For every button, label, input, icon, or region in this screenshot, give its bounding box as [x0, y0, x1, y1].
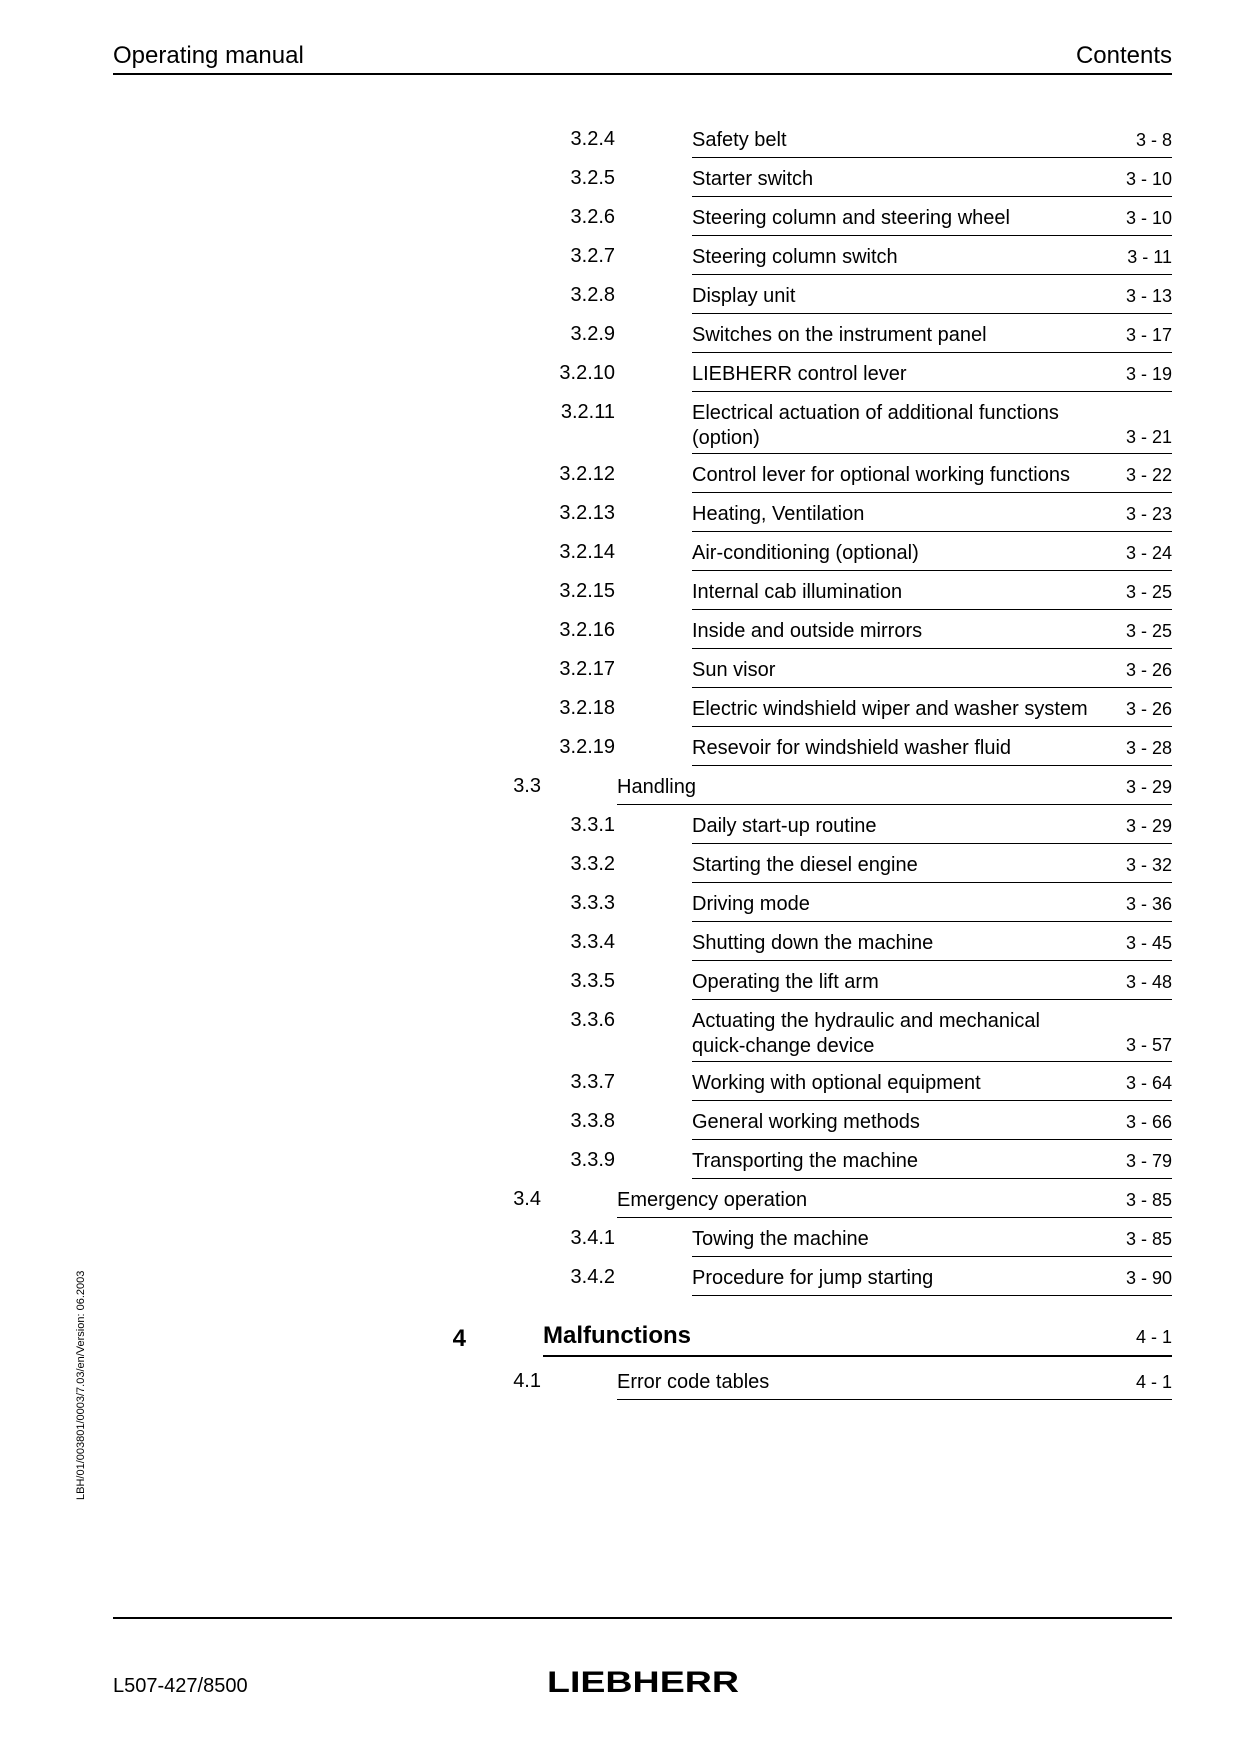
- toc-entry-page: 3 - 11: [1127, 247, 1172, 267]
- toc-entry-underline: [692, 570, 1172, 571]
- toc-entry[interactable]: [0, 658, 1172, 698]
- toc-entry-underline: [692, 882, 1172, 883]
- toc-entry-title: Daily start-up routine: [692, 815, 877, 837]
- toc-entry[interactable]: [0, 502, 1172, 542]
- toc-entry-underline: [692, 843, 1172, 844]
- header-section: Contents: [1075, 42, 1172, 69]
- toc-entry[interactable]: [0, 1370, 1172, 1410]
- toc-entry-title: Switches on the instrument panel: [692, 324, 987, 346]
- toc-entry-page: 3 - 85: [1125, 1190, 1172, 1210]
- toc-entry-page: 3 - 29: [1125, 777, 1172, 797]
- toc-entry-underline: [692, 921, 1172, 922]
- toc-entry[interactable]: [0, 1188, 1172, 1228]
- toc-entry-page: 3 - 10: [1125, 208, 1172, 228]
- toc-entry[interactable]: [0, 206, 1172, 246]
- toc-entry[interactable]: [0, 1266, 1172, 1306]
- toc-entry[interactable]: [0, 284, 1172, 324]
- toc-entry-page: 3 - 36: [1125, 894, 1172, 914]
- toc-entry[interactable]: [0, 697, 1172, 737]
- toc-entry[interactable]: [0, 736, 1172, 776]
- toc-entry-title: Heating, Ventilation: [692, 503, 865, 525]
- toc-entry-title: Operating the lift arm: [692, 971, 879, 993]
- toc-entry[interactable]: [0, 970, 1172, 1010]
- toc-entry-number: 3.2.11: [560, 401, 615, 423]
- toc-entry-underline: [692, 1256, 1172, 1257]
- toc-entry-title: Inside and outside mirrors: [692, 620, 923, 642]
- toc-entry[interactable]: [0, 401, 1172, 449]
- toc-entry-number: 3.2.5: [570, 167, 615, 189]
- toc-entry-page: 4 - 1: [1135, 1327, 1172, 1347]
- toc-entry-number: 3.2.16: [559, 619, 615, 641]
- toc-entry-title: Error code tables: [617, 1371, 770, 1393]
- toc-entry-title: Electrical actuation of additional functions: [692, 402, 1059, 424]
- toc-entry[interactable]: [0, 775, 1172, 815]
- toc-entry-page: 3 - 85: [1125, 1229, 1172, 1249]
- toc-entry-page: 3 - 23: [1125, 504, 1172, 524]
- toc-entry-number: 3.2.10: [559, 362, 615, 384]
- toc-entry[interactable]: [0, 323, 1172, 363]
- toc-entry[interactable]: [0, 1009, 1172, 1057]
- toc-entry[interactable]: [0, 814, 1172, 854]
- toc-entry-number: 3.4.2: [570, 1266, 615, 1288]
- toc-entry-number: 3.2.14: [559, 541, 615, 563]
- toc-entry-number: 3.4.1: [570, 1227, 615, 1249]
- toc-entry-number: 3.2.8: [570, 284, 615, 306]
- toc-entry[interactable]: [0, 931, 1172, 971]
- toc-entry-number: 3.3.4: [570, 931, 615, 953]
- toc-entry-page: 3 - 79: [1125, 1151, 1172, 1171]
- toc-entry-number: 3.2.6: [570, 206, 615, 228]
- toc-entry-number: 3.2.13: [559, 502, 615, 524]
- toc-entry-title: Procedure for jump starting: [692, 1267, 934, 1289]
- toc-entry-number: 3.2.4: [570, 128, 615, 150]
- toc-entry-page: 3 - 26: [1125, 660, 1172, 680]
- toc-entry-underline: [692, 453, 1172, 454]
- toc-entry-title-continued: quick-change device: [692, 1035, 875, 1057]
- footer-model: L507-427/8500: [113, 1675, 248, 1697]
- toc-entry[interactable]: [0, 167, 1172, 207]
- toc-entry-title: Transporting the machine: [692, 1150, 919, 1172]
- toc-entry-page: 3 - 32: [1125, 855, 1172, 875]
- toc-entry-title: Handling: [617, 776, 696, 798]
- toc-entry-number: 3.3.8: [570, 1110, 615, 1132]
- toc-entry-number: 3.2.18: [559, 697, 615, 719]
- toc-entry-page: 3 - 19: [1125, 364, 1172, 384]
- toc-entry-underline: [692, 1139, 1172, 1140]
- toc-entry[interactable]: [0, 580, 1172, 620]
- toc-entry-title: Steering column and steering wheel: [692, 207, 1010, 229]
- header-title: Operating manual: [113, 42, 304, 69]
- toc-entry-underline: [692, 609, 1172, 610]
- toc-entry-title-continued: (option): [692, 427, 760, 449]
- document-code: LBH/01/003801/0003/7.03/en/Version: 06.2003: [75, 1270, 87, 1500]
- toc-entry-page: 3 - 22: [1125, 465, 1172, 485]
- toc-entry[interactable]: [0, 541, 1172, 581]
- toc-entry-number: 3.3.3: [570, 892, 615, 914]
- toc-entry-number: 3.3.2: [570, 853, 615, 875]
- header-rule: [113, 73, 1172, 75]
- toc-entry-page: 3 - 8: [1135, 130, 1172, 150]
- toc-entry[interactable]: [0, 1149, 1172, 1189]
- toc-entry-title: Steering column switch: [692, 246, 898, 268]
- toc-entry-underline: [692, 235, 1172, 236]
- toc-entry-page: 3 - 28: [1125, 738, 1172, 758]
- toc-entry-underline: [617, 1217, 1172, 1218]
- toc-entry-underline: [617, 804, 1172, 805]
- toc-entry[interactable]: [0, 1322, 1172, 1365]
- toc-entry-page: 3 - 45: [1125, 933, 1172, 953]
- toc-entry-page: 3 - 25: [1125, 582, 1172, 602]
- toc-entry[interactable]: [0, 463, 1172, 503]
- toc-entry-underline: [692, 726, 1172, 727]
- toc-entry-page: 3 - 10: [1125, 169, 1172, 189]
- toc-entry-title: Electric windshield wiper and washer system: [692, 698, 1088, 720]
- toc-entry-title: Shutting down the machine: [692, 932, 934, 954]
- toc-entry-title: General working methods: [692, 1111, 920, 1133]
- toc-entry[interactable]: [0, 128, 1172, 168]
- toc-entry-page: 3 - 13: [1125, 286, 1172, 306]
- toc-entry-title: Starter switch: [692, 168, 814, 190]
- toc-entry-number: 3.2.17: [559, 658, 615, 680]
- toc-entry-underline: [692, 1295, 1172, 1296]
- footer-rule: [113, 1617, 1172, 1619]
- toc-entry-underline: [692, 765, 1172, 766]
- toc-entry-number: 3.2.7: [570, 245, 615, 267]
- toc-entry-number: 3.3: [513, 775, 541, 797]
- toc-entry-title: Towing the machine: [692, 1228, 869, 1250]
- toc-entry[interactable]: [0, 362, 1172, 402]
- toc-entry-underline: [692, 492, 1172, 493]
- toc-entry[interactable]: [0, 1110, 1172, 1150]
- toc-entry-page: 3 - 29: [1125, 816, 1172, 836]
- toc-entry-title: Internal cab illumination: [692, 581, 903, 603]
- toc-entry-number: 3.2.12: [559, 463, 615, 485]
- toc-entry-number: 3.3.9: [570, 1149, 615, 1171]
- toc-entry-underline: [692, 391, 1172, 392]
- toc-entry[interactable]: [0, 245, 1172, 285]
- toc-entry-page: 3 - 48: [1125, 972, 1172, 992]
- toc-entry-number: 3.2.19: [559, 736, 615, 758]
- toc-entry-title: Malfunctions: [543, 1322, 691, 1349]
- toc-entry-page: 3 - 24: [1125, 543, 1172, 563]
- toc-entry-underline: [692, 352, 1172, 353]
- toc-entry-underline: [617, 1399, 1172, 1400]
- toc-entry-underline: [543, 1355, 1172, 1357]
- toc-entry-title: Emergency operation: [617, 1189, 808, 1211]
- toc-entry-underline: [692, 1100, 1172, 1101]
- toc-entry-underline: [692, 999, 1172, 1000]
- toc-entry-underline: [692, 687, 1172, 688]
- toc-entry[interactable]: [0, 853, 1172, 893]
- toc-entry-number: 3.2.9: [570, 323, 615, 345]
- toc-entry-underline: [692, 1178, 1172, 1179]
- toc-entry-page: 3 - 21: [1125, 427, 1172, 447]
- toc-entry-underline: [692, 157, 1172, 158]
- toc-entry-page: 4 - 1: [1135, 1372, 1172, 1392]
- toc-entry-number: 4.1: [513, 1370, 541, 1392]
- toc-entry-number: 3.4: [513, 1188, 541, 1210]
- toc-entry[interactable]: [0, 619, 1172, 659]
- toc-entry-underline: [692, 648, 1172, 649]
- toc-entry-title: Air-conditioning (optional): [692, 542, 919, 564]
- toc-entry-title: Starting the diesel engine: [692, 854, 918, 876]
- toc-entry-number: 3.3.5: [570, 970, 615, 992]
- toc-entry[interactable]: [0, 892, 1172, 932]
- toc-entry-page: 3 - 26: [1125, 699, 1172, 719]
- toc-entry-title: Sun visor: [692, 659, 776, 681]
- toc-entry-number: 3.2.15: [559, 580, 615, 602]
- toc-entry-title: Working with optional equipment: [692, 1072, 981, 1094]
- toc-entry[interactable]: [0, 1071, 1172, 1111]
- toc-entry-title: Display unit: [692, 285, 796, 307]
- toc-entry-title: Resevoir for windshield washer fluid: [692, 737, 1012, 759]
- toc-entry-title: LIEBHERR control lever: [692, 363, 907, 385]
- toc-entry-page: 3 - 25: [1125, 621, 1172, 641]
- toc-entry-page: 3 - 66: [1125, 1112, 1172, 1132]
- toc-entry-number: 3.3.7: [570, 1071, 615, 1093]
- toc-entry-underline: [692, 960, 1172, 961]
- toc-entry-title: Driving mode: [692, 893, 810, 915]
- toc-entry-page: 3 - 64: [1125, 1073, 1172, 1093]
- toc-entry-page: 3 - 57: [1125, 1035, 1172, 1055]
- toc-entry[interactable]: [0, 1227, 1172, 1267]
- toc-entry-page: 3 - 17: [1125, 325, 1172, 345]
- liebherr-logo: [546, 1669, 740, 1695]
- toc-entry-page: 3 - 90: [1125, 1268, 1172, 1288]
- toc-entry-number: 3.3.6: [570, 1009, 615, 1031]
- toc-entry-title: Control lever for optional working functions: [692, 464, 1070, 486]
- toc-entry-number: 4: [452, 1325, 466, 1352]
- toc-entry-underline: [692, 274, 1172, 275]
- toc-entry-number: 3.3.1: [570, 814, 615, 836]
- toc-entry-title: Safety belt: [692, 129, 787, 151]
- toc-entry-underline: [692, 531, 1172, 532]
- toc-entry-underline: [692, 313, 1172, 314]
- toc-entry-underline: [692, 1061, 1172, 1062]
- svg-text:LIEBHERR: LIEBHERR: [547, 1669, 740, 1695]
- toc-entry-title: Actuating the hydraulic and mechanical: [692, 1010, 1040, 1032]
- toc-entry-underline: [692, 196, 1172, 197]
